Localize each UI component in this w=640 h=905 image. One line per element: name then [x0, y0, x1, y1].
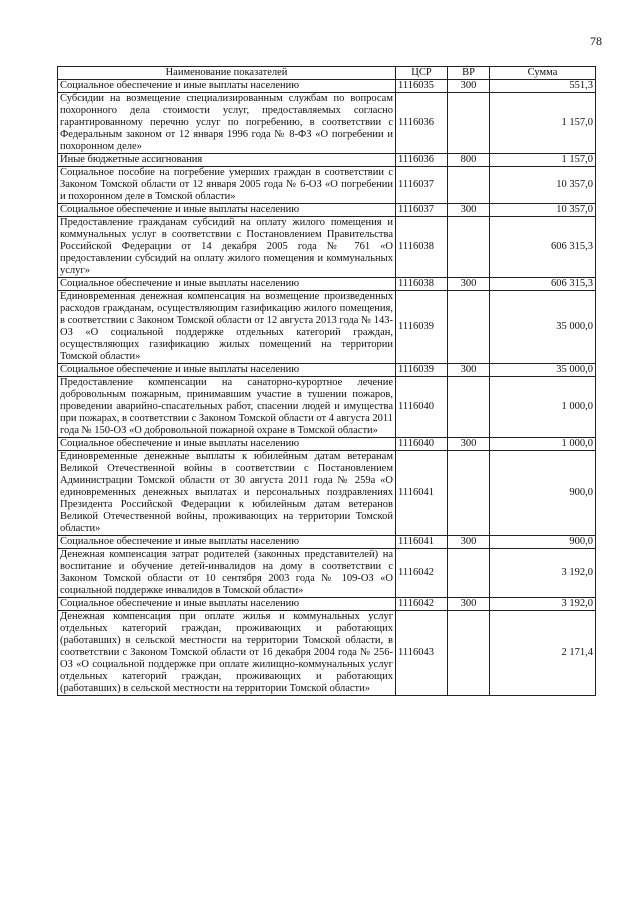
row-csr: 1116040 [396, 377, 448, 438]
row-sum: 2 171,4 [490, 611, 596, 696]
table-row [58, 278, 596, 291]
row-name: Денежная компенсация затрат родителей (законных представителей) на воспитание и обучение детей-инвалидов на дому в соответствии с Законом Томской области от 10 сентября 2003 года № 109-ОЗ «О социальной поддержке инвалидов в Томской области» [58, 549, 396, 598]
table-row [58, 377, 596, 438]
budget-table [57, 66, 596, 696]
row-name: Социальное обеспечение и иные выплаты населению [58, 80, 396, 93]
row-sum: 3 192,0 [490, 598, 596, 611]
row-csr: 1116038 [396, 278, 448, 291]
row-name: Социальное обеспечение и иные выплаты населению [58, 278, 396, 291]
row-sum: 10 357,0 [490, 204, 596, 217]
row-vr: 300 [448, 598, 490, 611]
row-csr: 1116036 [396, 154, 448, 167]
row-sum: 35 000,0 [490, 291, 596, 364]
header-sum: Сумма [490, 67, 596, 80]
row-sum: 606 315,3 [490, 217, 596, 278]
row-name: Предоставление гражданам субсидий на оплату жилого помещения и коммунальных услуг в соответствии с Постановлением Правительства Российской Федерации от 14 декабря 2005 года № 761 «О предоставлении субсидий на оплату жилого помещения и коммунальных услуг» [58, 217, 396, 278]
row-name: Социальное обеспечение и иные выплаты населению [58, 364, 396, 377]
row-csr: 1116041 [396, 536, 448, 549]
table-row [58, 80, 596, 93]
table-row [58, 451, 596, 536]
row-csr: 1116035 [396, 80, 448, 93]
row-vr [448, 217, 490, 278]
row-sum: 606 315,3 [490, 278, 596, 291]
row-name: Субсидии на возмещение специализированным службам по вопросам похоронного дела стоимости услуг, предоставляемых согласно гарантированному перечню услуг по погребению, в соответствии с Федеральным законом от 12 января 1996 года № 8-ФЗ «О погребении и похоронном деле» [58, 93, 396, 154]
row-vr [448, 291, 490, 364]
row-csr: 1116037 [396, 204, 448, 217]
row-vr: 300 [448, 204, 490, 217]
table-row [58, 291, 596, 364]
row-name: Единовременная денежная компенсация на возмещение произведенных расходов гражданам, осуществляющим газификацию жилого помещения, в соответствии с Законом Томской области от 12 августа 2013 года № 143-ОЗ «О социальной поддержке отдельных категорий граждан, осуществляющих газификацию жилых помещений на территории Томской области» [58, 291, 396, 364]
row-sum: 35 000,0 [490, 364, 596, 377]
header-vr: ВР [448, 67, 490, 80]
row-name: Социальное обеспечение и иные выплаты населению [58, 438, 396, 451]
row-sum: 3 192,0 [490, 549, 596, 598]
row-sum: 900,0 [490, 536, 596, 549]
row-sum: 1 000,0 [490, 377, 596, 438]
row-name: Единовременные денежные выплаты к юбилейным датам ветеранам Великой Отечественной войны в соответствии с Постановлением Администрации Томской области от 30 августа 2011 года № 259а «О единовременных денежных выплатах и персональных поздравлениях Президента Российской Федерации к юбилейным датам ветеранов Великой Отечественной войны, проживающих на территории Томской области» [58, 451, 396, 536]
row-vr [448, 377, 490, 438]
row-sum: 10 357,0 [490, 167, 596, 204]
header-csr: ЦСР [396, 67, 448, 80]
row-csr: 1116039 [396, 364, 448, 377]
row-vr: 300 [448, 278, 490, 291]
row-csr: 1116041 [396, 451, 448, 536]
row-csr: 1116042 [396, 598, 448, 611]
row-name: Иные бюджетные ассигнования [58, 154, 396, 167]
table-row [58, 438, 596, 451]
table-row [58, 217, 596, 278]
row-name: Предоставление компенсации на санаторно-курортное лечение добровольным пожарным, принимавшим участие в тушении пожаров, проведении аварийно-спасательных работ, спасении людей и имущества при пожарах, в соответствии с Законом Томской области от 4 августа 2011 года № 150-ОЗ «О добровольной пожарной охране в Томской области» [58, 377, 396, 438]
row-vr: 800 [448, 154, 490, 167]
table-header-row [58, 67, 596, 80]
row-vr: 300 [448, 438, 490, 451]
row-name: Социальное обеспечение и иные выплаты населению [58, 598, 396, 611]
row-name: Социальное обеспечение и иные выплаты населению [58, 204, 396, 217]
row-csr: 1116037 [396, 167, 448, 204]
row-name: Денежная компенсация при оплате жилья и коммунальных услуг отдельных категорий граждан, проживающих и работающих (работавших) в сельской местности на территории Томской области, в соответствии с Законом Томской области от 16 декабря 2004 года № 256-ОЗ «О социальной поддержке при оплате жилищно-коммунальных услуг отдельных категорий граждан, проживающих и работающих (работавших) в сельской местности на территории Томской области» [58, 611, 396, 696]
row-vr [448, 93, 490, 154]
row-csr: 1116042 [396, 549, 448, 598]
table-row [58, 204, 596, 217]
row-sum: 900,0 [490, 451, 596, 536]
table-row [58, 154, 596, 167]
row-vr [448, 451, 490, 536]
table-row [58, 549, 596, 598]
row-vr: 300 [448, 80, 490, 93]
row-csr: 1116038 [396, 217, 448, 278]
row-vr [448, 549, 490, 598]
row-sum: 1 157,0 [490, 93, 596, 154]
table-row [58, 93, 596, 154]
row-sum: 1 157,0 [490, 154, 596, 167]
row-csr: 1116036 [396, 93, 448, 154]
row-vr [448, 611, 490, 696]
row-vr: 300 [448, 364, 490, 377]
table-row [58, 598, 596, 611]
row-sum: 551,3 [490, 80, 596, 93]
table-row [58, 536, 596, 549]
row-name: Социальное обеспечение и иные выплаты населению [58, 536, 396, 549]
row-vr [448, 167, 490, 204]
row-csr: 1116040 [396, 438, 448, 451]
row-sum: 1 000,0 [490, 438, 596, 451]
row-vr: 300 [448, 536, 490, 549]
row-name: Социальное пособие на погребение умерших граждан в соответствии с Законом Томской области от 12 января 2005 года № 6-ОЗ «О погребении и похоронном деле в Томской области» [58, 167, 396, 204]
header-name: Наименование показателей [58, 67, 396, 80]
row-csr: 1116043 [396, 611, 448, 696]
row-csr: 1116039 [396, 291, 448, 364]
table-row [58, 364, 596, 377]
table-row [58, 611, 596, 696]
page-number: 78 [590, 34, 602, 48]
table-row [58, 167, 596, 204]
